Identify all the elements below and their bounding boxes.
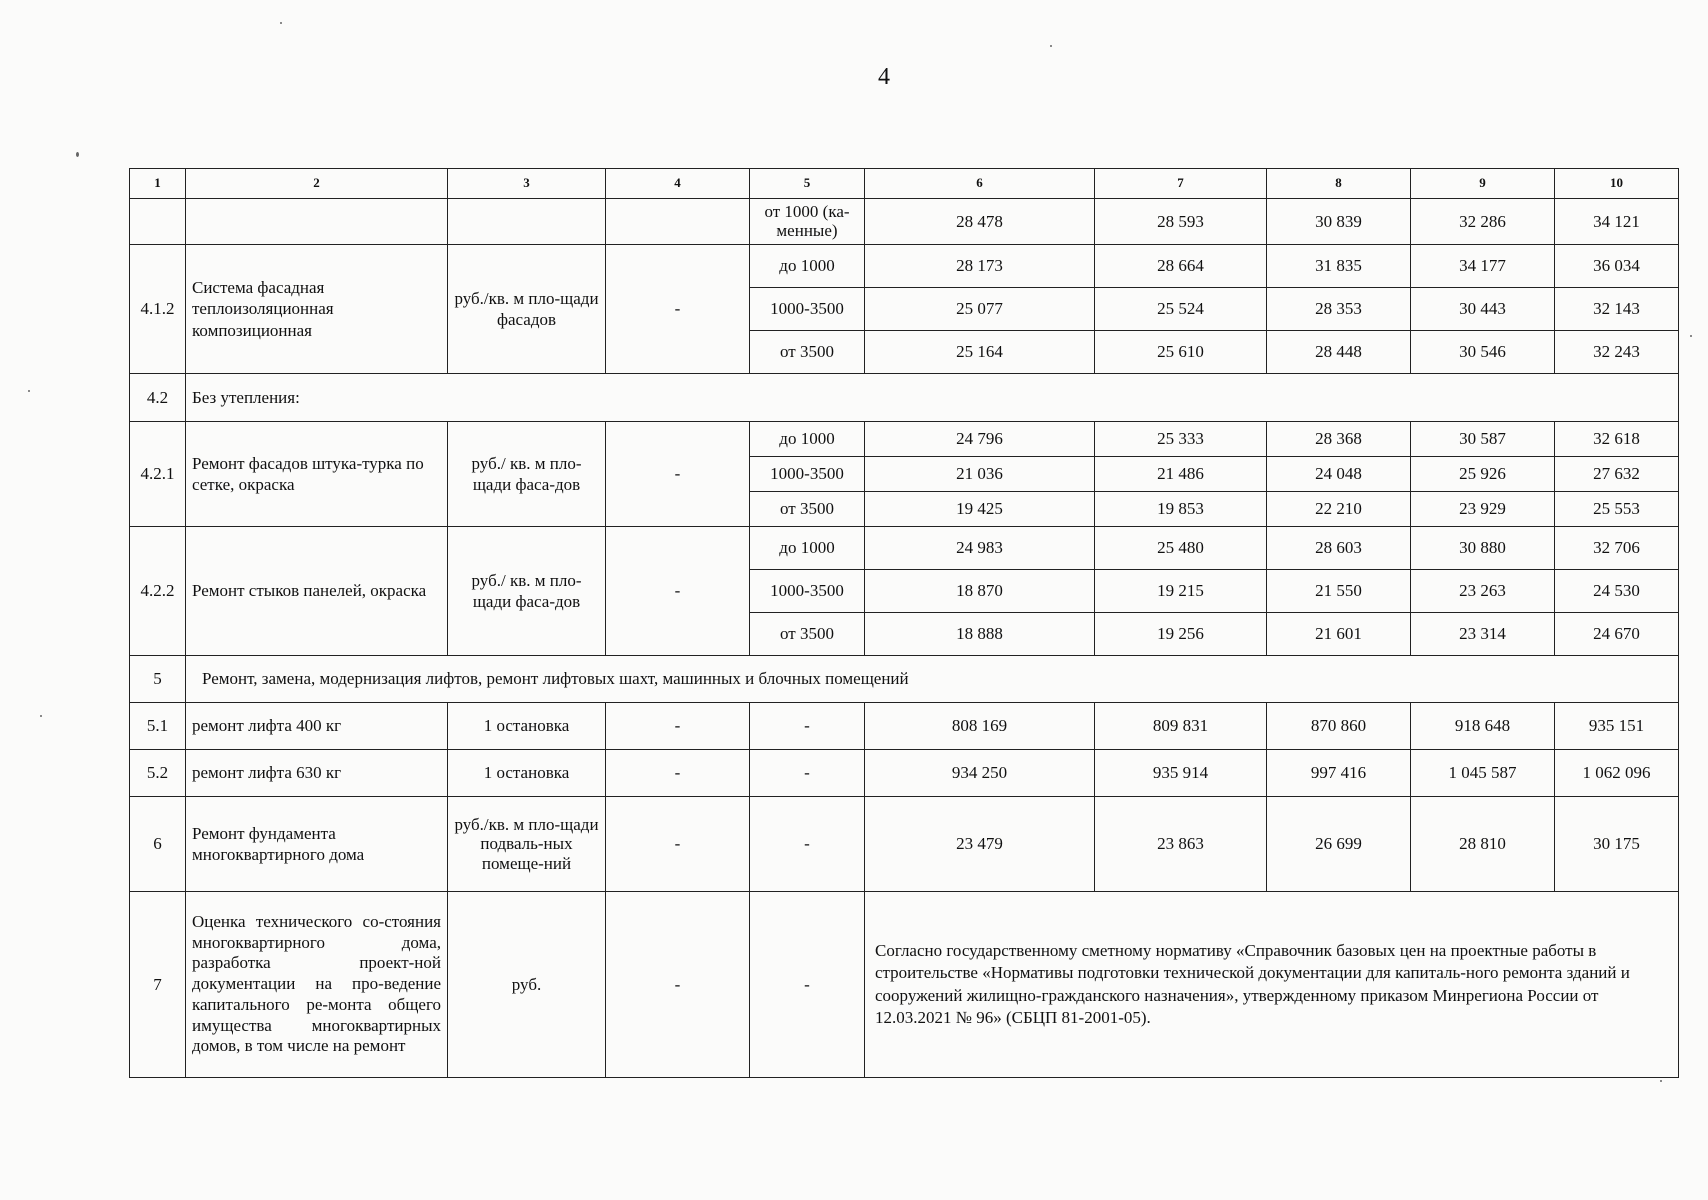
header-cell: 8: [1267, 169, 1411, 199]
unit-cell: руб./ кв. м пло-щади фаса-дов: [448, 527, 606, 656]
row-number: 5.1: [130, 703, 186, 750]
range-cell: 1000-3500: [750, 570, 865, 613]
value-cell: 25 480: [1095, 527, 1267, 570]
value-cell: 34 177: [1411, 245, 1555, 288]
value-cell: 32 143: [1555, 288, 1679, 331]
col4-cell: -: [606, 797, 750, 892]
row-number: 6: [130, 797, 186, 892]
work-name: ремонт лифта 630 кг: [186, 750, 448, 797]
normative-note: Согласно государственному сметному нормативу «Справочник базовых цен на проектные работы в строительстве «Нормативы подготовки технической документации для капиталь-ного ремонта зданий и сооружений жилищно-гражданского назначения», утвержденному приказом Минрегиона России от 12.03.2021 № 96» (СБЦП 81-2001-05).: [865, 892, 1679, 1078]
value-cell: 28 664: [1095, 245, 1267, 288]
value-cell: 22 210: [1267, 492, 1411, 527]
value-cell: 34 121: [1555, 199, 1679, 245]
scan-speck: [76, 152, 79, 157]
value-cell: 25 610: [1095, 331, 1267, 374]
scan-speck: [280, 22, 282, 24]
value-cell: 25 077: [865, 288, 1095, 331]
col4-cell: -: [606, 245, 750, 374]
empty-cell: [130, 199, 186, 245]
section-row: [130, 656, 1679, 703]
table-row: [130, 797, 1679, 892]
col4-cell: -: [606, 422, 750, 527]
value-cell: 28 478: [865, 199, 1095, 245]
value-cell: 24 670: [1555, 613, 1679, 656]
value-cell: 935 151: [1555, 703, 1679, 750]
header-cell: 4: [606, 169, 750, 199]
scan-speck: [1050, 45, 1052, 47]
value-cell: 25 164: [865, 331, 1095, 374]
value-cell: 21 601: [1267, 613, 1411, 656]
value-cell: 19 256: [1095, 613, 1267, 656]
empty-cell: [186, 199, 448, 245]
value-cell: 25 333: [1095, 422, 1267, 457]
value-cell: 28 368: [1267, 422, 1411, 457]
table-row: [130, 199, 1679, 245]
row-number: 7: [130, 892, 186, 1078]
work-name: Оценка технического со-стояния многоквартирного дома, разработка проект-ной документации на про-ведение капитального ре-монта общего имущества многоквартирных домов, в том числе на ремонт: [186, 892, 448, 1078]
range-cell: 1000-3500: [750, 457, 865, 492]
value-cell: 934 250: [865, 750, 1095, 797]
section-row: [130, 374, 1679, 422]
value-cell: 918 648: [1411, 703, 1555, 750]
value-cell: 30 175: [1555, 797, 1679, 892]
unit-cell: руб.: [448, 892, 606, 1078]
value-cell: 28 173: [865, 245, 1095, 288]
work-name: Ремонт фасадов штука-турка по сетке, окраска: [186, 422, 448, 527]
unit-cell: руб./кв. м пло-щади подваль-ных помеще-ний: [448, 797, 606, 892]
value-cell: 1 062 096: [1555, 750, 1679, 797]
row-number: 4.1.2: [130, 245, 186, 374]
value-cell: 30 880: [1411, 527, 1555, 570]
row-number: 4.2.2: [130, 527, 186, 656]
work-name: ремонт лифта 400 кг: [186, 703, 448, 750]
value-cell: 28 448: [1267, 331, 1411, 374]
value-cell: 24 796: [865, 422, 1095, 457]
range-cell: до 1000: [750, 422, 865, 457]
table-row: [130, 703, 1679, 750]
value-cell: 30 587: [1411, 422, 1555, 457]
row-number: 4.2: [130, 374, 186, 422]
value-cell: 808 169: [865, 703, 1095, 750]
table-row: [130, 245, 1679, 288]
range-cell: от 1000 (ка-менные): [750, 199, 865, 245]
scan-speck: [1660, 1080, 1662, 1082]
rates-table: [129, 168, 1679, 1078]
range-cell: от 3500: [750, 492, 865, 527]
header-cell: 1: [130, 169, 186, 199]
value-cell: 21 036: [865, 457, 1095, 492]
range-cell: до 1000: [750, 527, 865, 570]
value-cell: 30 546: [1411, 331, 1555, 374]
value-cell: 23 929: [1411, 492, 1555, 527]
header-cell: 2: [186, 169, 448, 199]
value-cell: 24 530: [1555, 570, 1679, 613]
unit-cell: 1 остановка: [448, 703, 606, 750]
range-cell: до 1000: [750, 245, 865, 288]
value-cell: 32 286: [1411, 199, 1555, 245]
section-title: Ремонт, замена, модернизация лифтов, ремонт лифтовых шахт, машинных и блочных помещений: [186, 656, 1679, 703]
value-cell: 24 983: [865, 527, 1095, 570]
value-cell: 935 914: [1095, 750, 1267, 797]
value-cell: 21 486: [1095, 457, 1267, 492]
col5-cell: -: [750, 750, 865, 797]
value-cell: 30 839: [1267, 199, 1411, 245]
header-cell: 7: [1095, 169, 1267, 199]
header-cell: 5: [750, 169, 865, 199]
unit-cell: 1 остановка: [448, 750, 606, 797]
header-cell: 6: [865, 169, 1095, 199]
value-cell: 28 810: [1411, 797, 1555, 892]
work-name: Ремонт стыков панелей, окраска: [186, 527, 448, 656]
col4-cell: -: [606, 703, 750, 750]
header-cell: 3: [448, 169, 606, 199]
header-cell: 9: [1411, 169, 1555, 199]
value-cell: 28 603: [1267, 527, 1411, 570]
value-cell: 23 263: [1411, 570, 1555, 613]
col5-cell: -: [750, 703, 865, 750]
col4-cell: -: [606, 892, 750, 1078]
col4-cell: -: [606, 750, 750, 797]
scan-speck: [40, 715, 42, 717]
work-name: Ремонт фундамента многоквартирного дома: [186, 797, 448, 892]
value-cell: 19 425: [865, 492, 1095, 527]
value-cell: 28 593: [1095, 199, 1267, 245]
header-row: [130, 169, 1679, 199]
unit-cell: руб./ кв. м пло-щади фаса-дов: [448, 422, 606, 527]
work-name: Система фасадная теплоизоляционная композиционная: [186, 245, 448, 374]
scan-speck: [28, 390, 30, 392]
col5-cell: -: [750, 797, 865, 892]
page-number: 4: [878, 64, 890, 90]
col4-cell: -: [606, 527, 750, 656]
table-row: [130, 892, 1679, 1078]
value-cell: 997 416: [1267, 750, 1411, 797]
value-cell: 30 443: [1411, 288, 1555, 331]
value-cell: 1 045 587: [1411, 750, 1555, 797]
col5-cell: -: [750, 892, 865, 1078]
scan-speck: [1690, 335, 1692, 337]
table-row: [130, 527, 1679, 570]
value-cell: 26 699: [1267, 797, 1411, 892]
table-row: [130, 750, 1679, 797]
section-title: Без утепления:: [186, 374, 1679, 422]
value-cell: 18 888: [865, 613, 1095, 656]
value-cell: 25 926: [1411, 457, 1555, 492]
value-cell: 23 479: [865, 797, 1095, 892]
value-cell: 32 706: [1555, 527, 1679, 570]
value-cell: 32 243: [1555, 331, 1679, 374]
header-cell: 10: [1555, 169, 1679, 199]
empty-cell: [606, 199, 750, 245]
value-cell: 32 618: [1555, 422, 1679, 457]
value-cell: 27 632: [1555, 457, 1679, 492]
range-cell: 1000-3500: [750, 288, 865, 331]
value-cell: 25 524: [1095, 288, 1267, 331]
value-cell: 809 831: [1095, 703, 1267, 750]
value-cell: 28 353: [1267, 288, 1411, 331]
value-cell: 21 550: [1267, 570, 1411, 613]
value-cell: 19 853: [1095, 492, 1267, 527]
range-cell: от 3500: [750, 331, 865, 374]
row-number: 5.2: [130, 750, 186, 797]
row-number: 5: [130, 656, 186, 703]
value-cell: 18 870: [865, 570, 1095, 613]
table-row: [130, 422, 1679, 457]
value-cell: 24 048: [1267, 457, 1411, 492]
row-number: 4.2.1: [130, 422, 186, 527]
value-cell: 23 863: [1095, 797, 1267, 892]
value-cell: 31 835: [1267, 245, 1411, 288]
empty-cell: [448, 199, 606, 245]
range-cell: от 3500: [750, 613, 865, 656]
value-cell: 23 314: [1411, 613, 1555, 656]
value-cell: 36 034: [1555, 245, 1679, 288]
unit-cell: руб./кв. м пло-щади фасадов: [448, 245, 606, 374]
value-cell: 19 215: [1095, 570, 1267, 613]
value-cell: 25 553: [1555, 492, 1679, 527]
value-cell: 870 860: [1267, 703, 1411, 750]
